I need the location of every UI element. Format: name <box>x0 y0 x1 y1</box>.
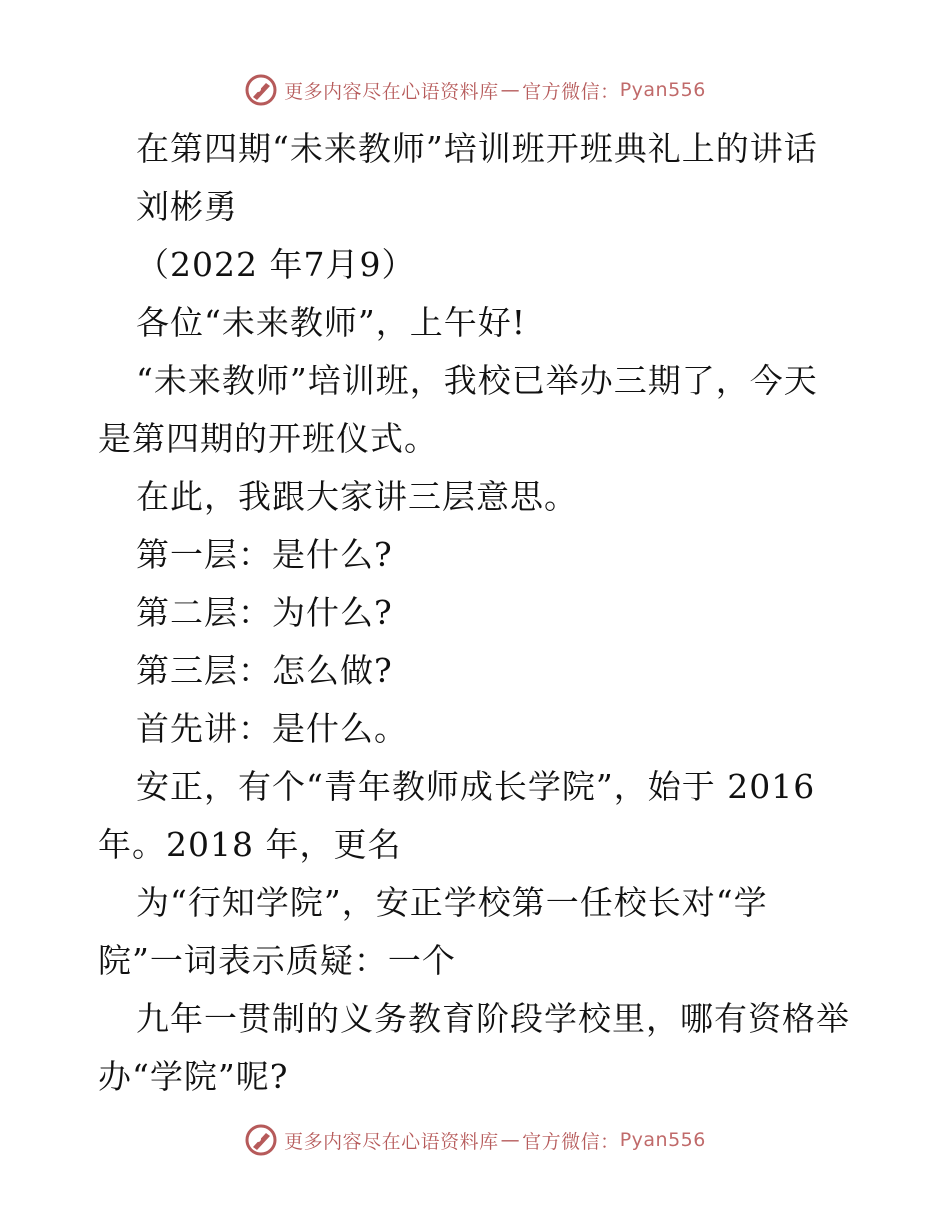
brand-logo-icon <box>244 1123 278 1157</box>
outline-item: 第一层：是什么? <box>136 535 393 574</box>
speech-date: （2022 年7月9） <box>136 245 416 284</box>
banner-separator: — <box>500 79 521 101</box>
footer-watermark <box>0 1120 950 1160</box>
banner-wechat-label: 官方微信： <box>522 80 620 103</box>
banner-separator: — <box>500 1129 521 1151</box>
greeting: 各位“未来教师”，上午好! <box>136 303 527 342</box>
paragraph-line: 为“行知学院”，安正学校第一任校长对“学 <box>136 883 768 922</box>
banner-slogan: 更多内容尽在心语资料库 <box>284 80 499 103</box>
brand-logo-icon <box>244 73 278 107</box>
paragraph-line: 在此，我跟大家讲三层意思。 <box>136 477 578 516</box>
paragraph-line: “未来教师”培训班，我校已举办三期了，今天 <box>136 361 818 400</box>
paragraph-line: 年。2018 年，更名 <box>98 825 402 864</box>
outline-item: 第二层：为什么? <box>136 593 393 632</box>
paragraph-line: 安正，有个“青年教师成长学院”，始于 2016 <box>136 767 816 806</box>
banner-wechat-id: Pyan556 <box>619 1129 706 1151</box>
header-watermark <box>0 70 950 110</box>
paragraph-line: 是第四期的开班仪式。 <box>98 419 438 458</box>
paragraph-line: 办“学院”呢? <box>98 1057 289 1096</box>
outline-item: 第三层：怎么做? <box>136 651 393 690</box>
section-heading: 首先讲：是什么。 <box>136 709 408 748</box>
paragraph-line: 院”一词表示质疑：一个 <box>98 941 456 980</box>
paragraph-line: 九年一贯制的义务教育阶段学校里，哪有资格举 <box>136 999 850 1038</box>
banner-wechat-label: 官方微信： <box>522 1130 620 1153</box>
banner-wechat-id: Pyan556 <box>619 79 706 101</box>
speaker-name: 刘彬勇 <box>136 187 238 226</box>
document-body <box>98 120 858 1106</box>
speech-title: 在第四期“未来教师”培训班开班典礼上的讲话 <box>136 129 818 168</box>
banner-slogan: 更多内容尽在心语资料库 <box>284 1130 499 1153</box>
